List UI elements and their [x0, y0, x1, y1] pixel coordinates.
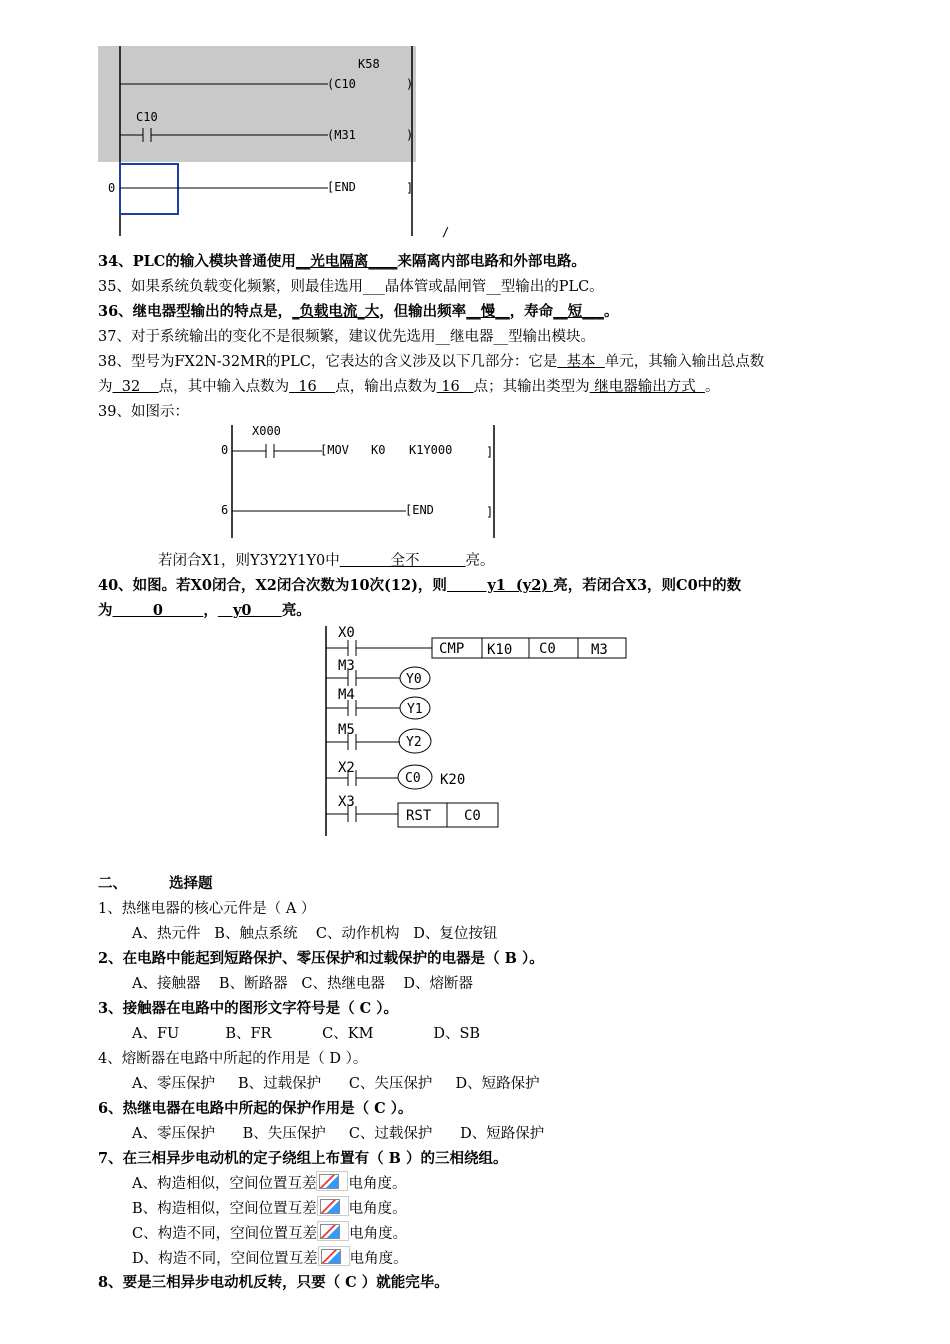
k58-label: K58 [358, 57, 380, 71]
cmp-instruction: CMP [439, 641, 465, 657]
ladder-diagram-3 [318, 622, 633, 840]
question-36: 36、继电器型输出的特点是，_负载电流_大，但输出频率__慢__，寿命__短___。 [98, 303, 619, 320]
svg-text:]: ] [486, 505, 494, 519]
mc-options-6: A、零压保护 B、失压保护 C、过载保护 D、短路保护 [132, 1126, 545, 1142]
step-0-label: 0 [108, 181, 116, 195]
mc-options-1: A、热元件 B、触点系统 C、动作机构 D、复位按钮 [132, 926, 498, 942]
mc-options-3: A、FU B、FR C、KM D、SB [132, 1026, 481, 1042]
svg-text:): ) [406, 77, 414, 91]
k10-operand: K10 [487, 642, 513, 658]
slash-mark: / [442, 225, 450, 239]
mc-question-4: 4、熔断器在电路中所起的作用是（ D ）。 [98, 1051, 368, 1067]
broken-image-icon [317, 1221, 349, 1241]
svg-text:): ) [406, 128, 414, 142]
question-40-line2: 为 0 ， y0 亮。 [98, 602, 311, 619]
x000-label: X000 [252, 424, 281, 438]
m31-coil: (M31 [327, 128, 356, 142]
mc-question-2: 2、在电路中能起到短路保护、零压保护和过载保护的电器是（ B ）。 [98, 950, 544, 967]
svg-text:]: ] [406, 181, 414, 195]
step-6-label: 6 [221, 503, 229, 517]
c10-coil: (C10 [327, 77, 356, 91]
question-39-answer: 若闭合X1，则Y3Y2Y1Y0中 全不 亮。 [158, 553, 495, 569]
mov-instruction: [MOV [320, 443, 349, 457]
c10-contact-label: C10 [136, 110, 158, 124]
mc-option-7d: D、构造不同，空间位置互差 电角度。 [132, 1246, 408, 1269]
mc-question-3: 3、接触器在电路中的图形文字符号是（ C ）。 [98, 1000, 398, 1017]
mc-option-7b: B、构造相似，空间位置互差 电角度。 [132, 1196, 407, 1219]
question-38-line1: 38、型号为FX2N-32MR的PLC，它表达的含义涉及以下几部分：它是 基本 单元，其输入输出总点数 [98, 354, 765, 370]
mc-question-1: 1、热继电器的核心元件是（ A ） [98, 901, 316, 917]
m3-contact-label: M3 [338, 658, 355, 674]
broken-image-icon [317, 1196, 349, 1216]
end-instruction: [END [405, 503, 434, 517]
step-0-label: 0 [221, 443, 229, 457]
selection-cursor[interactable] [120, 164, 178, 214]
x3-contact-label: X3 [338, 794, 355, 810]
question-37: 37、对于系统输出的变化不是很频繁，建议优先选用__继电器__型输出模块。 [98, 329, 595, 345]
question-35: 35、如果系统负载变化频繁，则最佳选用___晶体管或晶闸管__型输出的PLC。 [98, 279, 604, 295]
ladder-diagram-2 [216, 420, 506, 540]
x2-contact-label: X2 [338, 760, 355, 776]
svg-text:]: ] [486, 445, 494, 459]
mc-question-7: 7、在三相异步电动机的定子绕组上布置有（ B ）的三相绕组。 [98, 1150, 508, 1167]
y1-coil: Y1 [407, 702, 423, 717]
m4-contact-label: M4 [338, 687, 355, 703]
question-39: 39、如图示： [98, 404, 189, 420]
broken-image-icon [318, 1246, 350, 1266]
mc-option-7c: C、构造不同，空间位置互差 电角度。 [132, 1221, 407, 1244]
section-2-heading: 二、 选择题 [98, 875, 213, 892]
c0-counter-coil: C0 [405, 771, 421, 786]
x0-label: X0 [338, 625, 355, 641]
y2-coil: Y2 [406, 735, 422, 750]
ladder-diagram-1 [96, 46, 456, 242]
rst-c0-operand: C0 [464, 808, 481, 824]
mc-options-2: A、接触器 B、断路器 C、热继电器 D、熔断器 [132, 976, 474, 992]
question-40-line1: 40、如图。若X0闭合，X2闭合次数为10次(12)，则 y1 (y2) 亮，若闭合X3，则C0中的数 [98, 577, 742, 594]
y0-coil: Y0 [406, 672, 422, 687]
question-34: 34、PLC的输入模块普通使用__光电隔离____来隔离内部电路和外部电路。 [98, 253, 586, 270]
k20-setpoint: K20 [440, 772, 466, 788]
k0-operand: K0 [371, 443, 386, 457]
end-instruction: [END [327, 180, 356, 194]
mc-option-7a: A、构造相似，空间位置互差 电角度。 [132, 1171, 406, 1194]
mc-options-4: A、零压保护 B、过载保护 C、失压保护 D、短路保护 [132, 1076, 540, 1092]
broken-image-icon [316, 1171, 348, 1191]
mc-question-8: 8、要是三相异步电动机反转，只要（ C ）就能完毕。 [98, 1274, 449, 1291]
k1y000-operand: K1Y000 [409, 443, 453, 457]
m5-contact-label: M5 [338, 722, 355, 738]
c0-operand: C0 [539, 641, 556, 657]
mc-question-6: 6、热继电器在电路中所起的保护作用是（ C ）。 [98, 1100, 413, 1117]
question-38-line2: 为 32 点，其中输入点数为 16 点，输出点数为 16 点；其输出类型为 继电器输出方式 。 [98, 379, 720, 395]
m3-operand: M3 [591, 642, 608, 658]
rst-instruction: RST [406, 808, 432, 824]
